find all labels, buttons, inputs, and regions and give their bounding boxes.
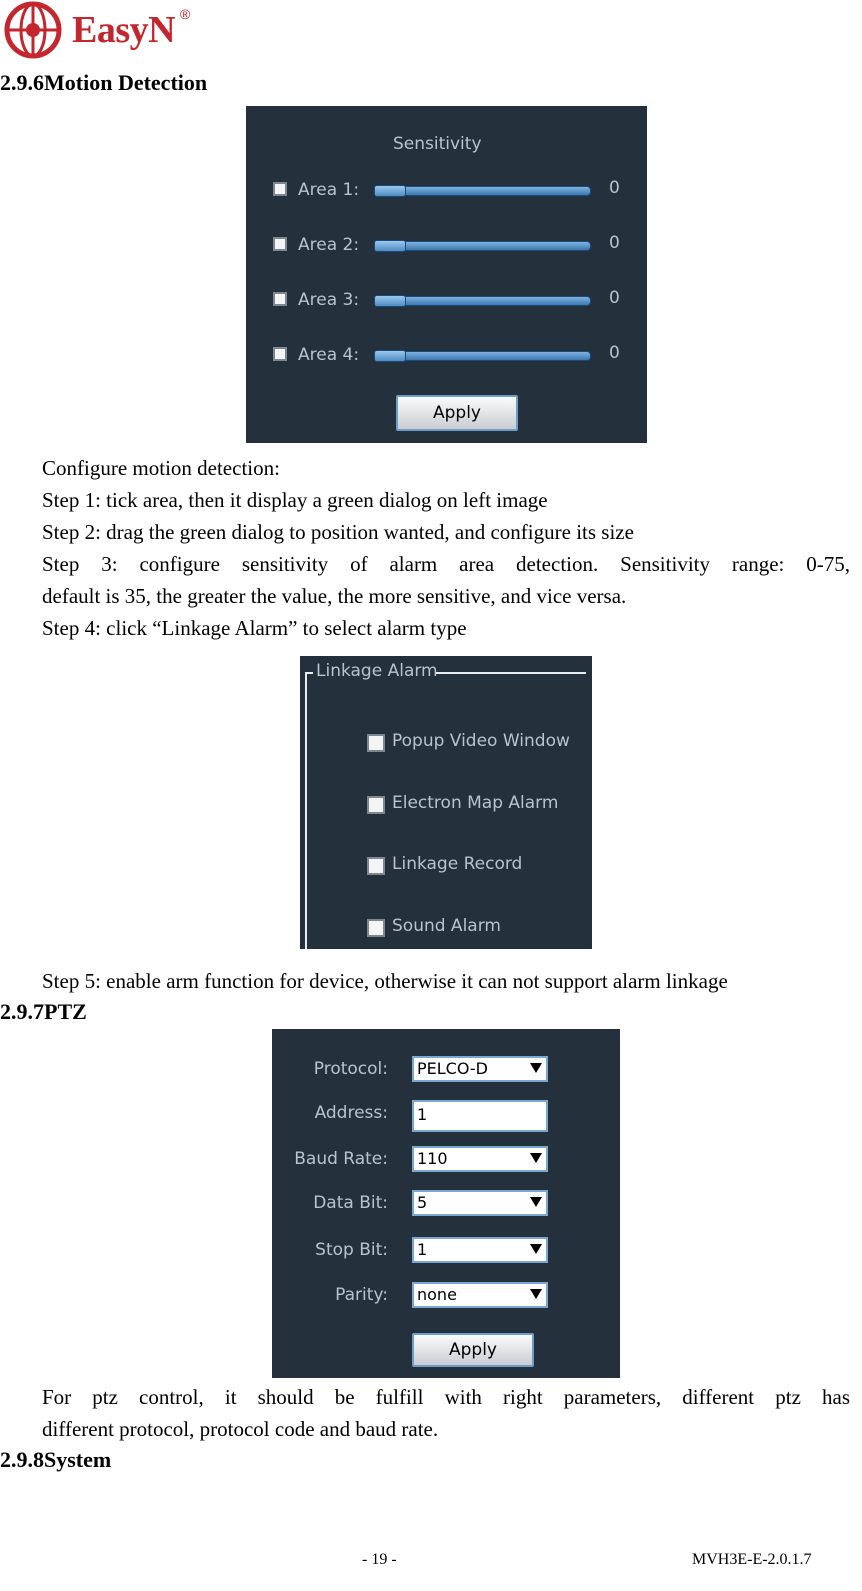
area-4-slider-thumb[interactable] (374, 350, 406, 362)
data-bit-value: 5 (417, 1193, 428, 1212)
area-4-value: 0 (609, 343, 620, 363)
parity-label: Parity: (335, 1285, 388, 1305)
popup-video-checkbox[interactable] (367, 734, 385, 752)
ptz-panel (272, 1029, 620, 1378)
easyn-logo (2, 0, 202, 60)
address-value: 1 (417, 1105, 428, 1124)
linkage-alarm-panel (300, 656, 592, 949)
groupbox-top-border-left (305, 672, 313, 674)
linkage-alarm-title: Linkage Alarm (316, 661, 438, 681)
motion-step-3-line-2: default is 35, the greater the value, the more sensitive, and vice versa. (42, 584, 627, 608)
chevron-down-icon (530, 1289, 542, 1299)
data-bit-label: Data Bit: (313, 1193, 388, 1213)
data-bit-select[interactable] (412, 1190, 548, 1216)
area-1-checkbox[interactable] (273, 182, 287, 196)
area-3-value: 0 (609, 288, 620, 308)
ptz-apply-button[interactable]: Apply (412, 1333, 534, 1367)
area-1-slider-thumb[interactable] (374, 185, 406, 197)
ptz-text-line-2: different protocol, protocol code and baud rate. (42, 1417, 439, 1441)
section-heading-motion: 2.9.6Motion Detection (0, 70, 208, 95)
electron-map-checkbox[interactable] (367, 796, 385, 814)
area-1-slider-track[interactable] (375, 186, 591, 196)
parity-select[interactable] (412, 1282, 548, 1308)
protocol-value: PELCO-D (417, 1059, 488, 1078)
electron-map-label: Electron Map Alarm (392, 793, 559, 813)
address-input[interactable] (412, 1100, 548, 1132)
page-number: - 19 - (362, 1551, 397, 1568)
sound-alarm-label: Sound Alarm (392, 916, 501, 936)
area-4-checkbox[interactable] (273, 347, 287, 361)
groupbox-left-border (305, 672, 307, 949)
area-4-label: Area 4: (298, 345, 360, 365)
area-3-slider-track[interactable] (375, 296, 591, 306)
linkage-record-checkbox[interactable] (367, 857, 385, 875)
popup-video-label: Popup Video Window (392, 731, 570, 751)
stop-bit-value: 1 (417, 1240, 428, 1259)
area-3-label: Area 3: (298, 290, 360, 310)
protocol-label: Protocol: (313, 1059, 388, 1079)
area-3-checkbox[interactable] (273, 292, 287, 306)
area-1-label: Area 1: (298, 180, 360, 200)
motion-step-3-line-1: Step 3: configure sensitivity of alarm area detection. Sensitivity range: 0-75, (42, 552, 850, 576)
area-2-label: Area 2: (298, 235, 360, 255)
area-2-slider-thumb[interactable] (374, 240, 406, 252)
chevron-down-icon (530, 1197, 542, 1207)
chevron-down-icon (530, 1153, 542, 1163)
sensitivity-panel (246, 106, 647, 443)
sensitivity-apply-button[interactable]: Apply (396, 395, 518, 431)
motion-step-5: Step 5: enable arm function for device, otherwise it can not support alarm linkage (42, 969, 728, 993)
area-2-value: 0 (609, 233, 620, 253)
parity-value: none (417, 1285, 457, 1304)
document-code: MVH3E-E-2.0.1.7 (692, 1551, 812, 1568)
globe-logo-icon (2, 0, 68, 60)
linkage-record-label: Linkage Record (392, 854, 523, 874)
protocol-select[interactable] (412, 1056, 548, 1082)
motion-step-1: Step 1: tick area, then it display a green dialog on left image (42, 488, 548, 512)
sound-alarm-checkbox[interactable] (367, 919, 385, 937)
area-2-checkbox[interactable] (273, 237, 287, 251)
baud-rate-label: Baud Rate: (294, 1149, 388, 1169)
area-4-slider-track[interactable] (375, 351, 591, 361)
area-2-slider-track[interactable] (375, 241, 591, 251)
ptz-text-line-1: For ptz control, it should be fulfill with right parameters, different ptz has (42, 1385, 850, 1409)
section-heading-ptz: 2.9.7PTZ (0, 999, 87, 1024)
baud-rate-select[interactable] (412, 1146, 548, 1172)
address-label: Address: (314, 1103, 388, 1123)
groupbox-top-border-right (436, 672, 586, 674)
registered-mark: ® (180, 6, 191, 22)
motion-step-2: Step 2: drag the green dialog to position wanted, and configure its size (42, 520, 634, 544)
brand-name: EasyN (72, 9, 176, 51)
area-3-slider-thumb[interactable] (374, 295, 406, 307)
chevron-down-icon (530, 1244, 542, 1254)
sensitivity-title: Sensitivity (393, 134, 482, 154)
motion-step-4: Step 4: click “Linkage Alarm” to select alarm type (42, 616, 467, 640)
stop-bit-select[interactable] (412, 1237, 548, 1263)
motion-intro: Configure motion detection: (42, 456, 280, 480)
section-heading-system: 2.9.8System (0, 1447, 112, 1472)
chevron-down-icon (530, 1063, 542, 1073)
stop-bit-label: Stop Bit: (315, 1240, 388, 1260)
area-1-value: 0 (609, 178, 620, 198)
baud-rate-value: 110 (417, 1149, 448, 1168)
